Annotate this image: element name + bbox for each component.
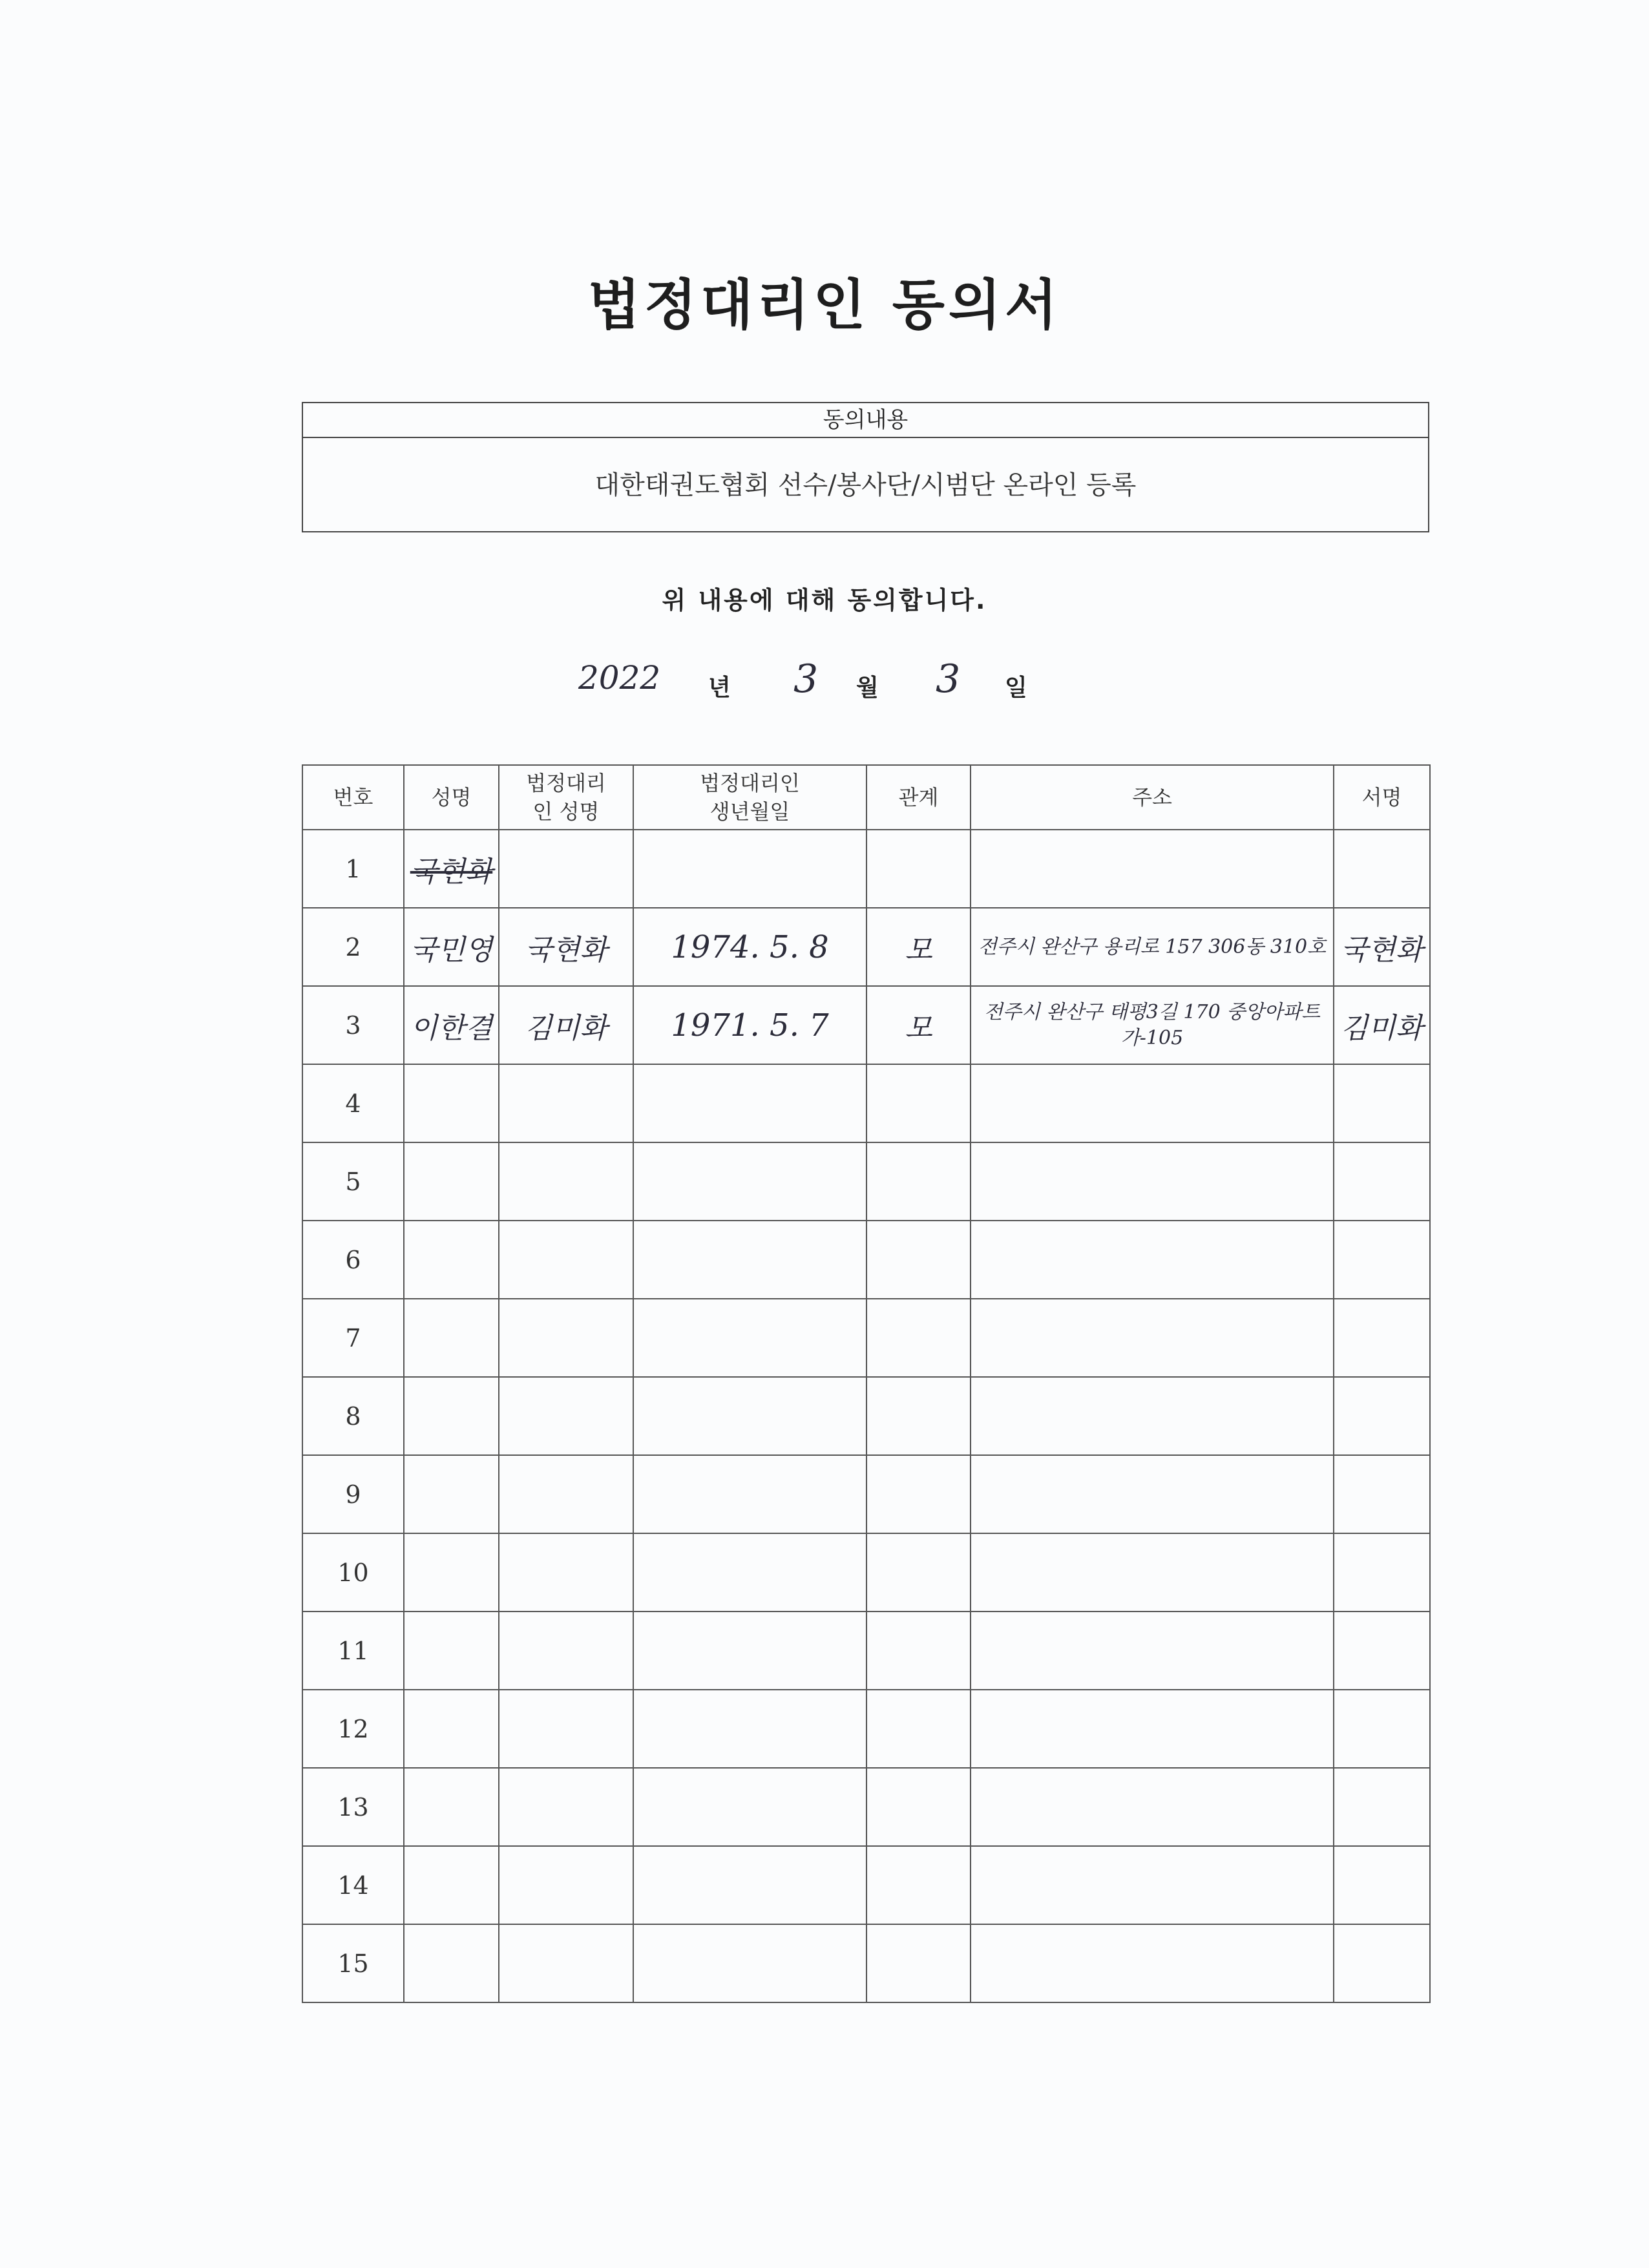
guardian-birthdate-cell — [633, 1768, 867, 1846]
relation-cell — [867, 1924, 971, 2002]
table-body — [302, 830, 1430, 2002]
student-name-cell — [404, 1690, 499, 1768]
signature-handwritten: 김미화 — [1340, 1011, 1423, 1045]
guardian-name-cell — [499, 908, 633, 986]
table-row — [302, 908, 1430, 986]
guardian-name-cell — [499, 1533, 633, 1612]
signature-cell — [1334, 1064, 1430, 1142]
header-address: 주소 — [971, 765, 1334, 830]
date-day-unit: 일 — [1005, 675, 1027, 701]
row-number-cell — [302, 1846, 404, 1924]
relation-handwritten: 모 — [905, 933, 932, 967]
table-row — [302, 1846, 1430, 1924]
date-month-handwritten: 3 — [793, 656, 819, 702]
signature-cell — [1334, 1924, 1430, 2002]
consent-content-box — [302, 402, 1429, 532]
row-number: 15 — [337, 1949, 369, 1978]
row-number-cell — [302, 1455, 404, 1533]
header-guardian-name: 법정대리인 성명 — [499, 765, 633, 830]
guardian-name-cell — [499, 1846, 633, 1924]
row-number-cell — [302, 830, 404, 908]
address-cell — [971, 908, 1334, 986]
row-number: 10 — [337, 1558, 369, 1587]
signature-cell — [1334, 1612, 1430, 1690]
address-cell — [971, 986, 1334, 1064]
address-handwritten: 전주시 완산구 태평3길 170 중앙아파트 가-105 — [983, 1000, 1321, 1049]
signature-cell — [1334, 1455, 1430, 1533]
signature-cell — [1334, 1690, 1430, 1768]
row-number-cell — [302, 1924, 404, 2002]
relation-cell — [867, 1221, 971, 1299]
guardian-name-cell — [499, 830, 633, 908]
table-row — [302, 1924, 1430, 2002]
row-number: 9 — [345, 1480, 361, 1509]
relation-cell — [867, 1299, 971, 1377]
row-number: 13 — [337, 1792, 369, 1822]
row-number-cell — [302, 1377, 404, 1455]
row-number-cell — [302, 1612, 404, 1690]
row-number: 2 — [345, 932, 361, 961]
relation-cell — [867, 1064, 971, 1142]
signature-handwritten: 국현화 — [1340, 933, 1423, 967]
date-month-unit: 월 — [856, 675, 879, 701]
consent-content: 대한태권도협회 선수/봉사단/시범단 온라인 등록 — [594, 470, 1137, 500]
row-number-cell — [302, 1221, 404, 1299]
consent-header: 동의내용 — [303, 403, 1428, 438]
guardian-birthdate-cell — [633, 830, 867, 908]
relation-cell — [867, 1377, 971, 1455]
address-cell — [971, 1221, 1334, 1299]
guardian-name-handwritten: 김미화 — [525, 1011, 607, 1045]
table-row — [302, 1064, 1430, 1142]
guardian-name-handwritten: 국현화 — [525, 933, 607, 967]
guardian-birthdate-cell — [633, 1612, 867, 1690]
row-number-cell — [302, 1690, 404, 1768]
guardian-birthdate-cell — [633, 908, 867, 986]
relation-cell — [867, 1690, 971, 1768]
guardian-birthdate-cell — [633, 1690, 867, 1768]
student-name-cell — [404, 1455, 499, 1533]
header-no: 번호 — [302, 765, 404, 830]
relation-cell — [867, 1533, 971, 1612]
signature-cell — [1334, 908, 1430, 986]
address-handwritten: 전주시 완산구 용리로 157 306동 310호 — [978, 935, 1327, 958]
date-year-handwritten: 2022 — [578, 659, 661, 697]
table-row — [302, 1299, 1430, 1377]
address-cell — [971, 1533, 1334, 1612]
guardian-birthdate-cell — [633, 1221, 867, 1299]
header-relation: 관계 — [867, 765, 971, 830]
signature-cell — [1334, 1768, 1430, 1846]
row-number: 4 — [345, 1089, 361, 1118]
table-row — [302, 1690, 1430, 1768]
table-row — [302, 1612, 1430, 1690]
student-name-cell — [404, 1846, 499, 1924]
row-number: 14 — [337, 1871, 369, 1900]
document-title: 법정대리인 동의서 — [587, 273, 1062, 337]
row-number-cell — [302, 986, 404, 1064]
student-name-cell — [404, 986, 499, 1064]
student-name-cell — [404, 1924, 499, 2002]
row-number-cell — [302, 1533, 404, 1612]
guardian-name-cell — [499, 1142, 633, 1221]
guardian-birthdate-cell — [633, 986, 867, 1064]
guardian-name-cell — [499, 1768, 633, 1846]
address-cell — [971, 1299, 1334, 1377]
row-number: 12 — [337, 1714, 369, 1743]
student-name-cell — [404, 1377, 499, 1455]
relation-cell — [867, 986, 971, 1064]
student-name-cell — [404, 830, 499, 908]
address-cell — [971, 1377, 1334, 1455]
agreement-statement: 위 내용에 대해 동의합니다. — [662, 586, 987, 614]
guardian-birthdate-cell — [633, 1299, 867, 1377]
guardian-name-cell — [499, 1690, 633, 1768]
relation-cell — [867, 1846, 971, 1924]
signature-cell — [1334, 1299, 1430, 1377]
student-name-cell — [404, 1221, 499, 1299]
guardian-name-cell — [499, 1221, 633, 1299]
row-number: 1 — [345, 854, 361, 883]
guardian-name-cell — [499, 1064, 633, 1142]
row-number: 3 — [345, 1011, 361, 1040]
row-number-cell — [302, 908, 404, 986]
guardian-birthdate-cell — [633, 1142, 867, 1221]
address-cell — [971, 1064, 1334, 1142]
student-name-cell — [404, 1299, 499, 1377]
table-row — [302, 986, 1430, 1064]
guardian-name-cell — [499, 1612, 633, 1690]
guardian-birthdate-cell — [633, 1924, 867, 2002]
student-name-cell — [404, 1064, 499, 1142]
table-row — [302, 1221, 1430, 1299]
header-guardian-birth: 법정대리인 생년월일 — [633, 765, 867, 830]
signature-cell — [1334, 986, 1430, 1064]
student-name-cell — [404, 1612, 499, 1690]
guardian-name-cell — [499, 1377, 633, 1455]
row-number: 7 — [345, 1323, 361, 1352]
guardian-name-cell — [499, 986, 633, 1064]
guardian-birthdate-cell — [633, 1064, 867, 1142]
address-cell — [971, 1142, 1334, 1221]
signature-cell — [1334, 1221, 1430, 1299]
address-cell — [971, 1612, 1334, 1690]
relation-cell — [867, 1768, 971, 1846]
signature-cell — [1334, 830, 1430, 908]
student-name-handwritten: 국현화 — [410, 855, 493, 888]
address-cell — [971, 1768, 1334, 1846]
date-day-handwritten: 3 — [936, 656, 961, 702]
row-number-cell — [302, 1142, 404, 1221]
relation-cell — [867, 908, 971, 986]
table-row — [302, 1142, 1430, 1221]
address-cell — [971, 1455, 1334, 1533]
address-cell — [971, 830, 1334, 908]
guardian-birthdate-handwritten: 1974. 5. 8 — [671, 929, 829, 965]
table-row — [302, 1377, 1430, 1455]
address-cell — [971, 1690, 1334, 1768]
date-year-unit: 년 — [708, 675, 731, 701]
student-name-cell — [404, 1768, 499, 1846]
relation-cell — [867, 1612, 971, 1690]
guardian-name-cell — [499, 1455, 633, 1533]
row-number: 6 — [345, 1245, 361, 1274]
guardian-birthdate-cell — [633, 1455, 867, 1533]
address-cell — [971, 1846, 1334, 1924]
row-number: 5 — [345, 1167, 361, 1196]
relation-cell — [867, 1455, 971, 1533]
row-number-cell — [302, 1299, 404, 1377]
signature-cell — [1334, 1142, 1430, 1221]
guardian-name-cell — [499, 1924, 633, 2002]
address-cell — [971, 1924, 1334, 2002]
table-header-row — [302, 765, 1430, 830]
guardian-name-cell — [499, 1299, 633, 1377]
row-number-cell — [302, 1064, 404, 1142]
header-name: 성명 — [404, 765, 499, 830]
student-name-cell — [404, 1142, 499, 1221]
guardian-birthdate-cell — [633, 1846, 867, 1924]
row-number: 11 — [337, 1636, 369, 1665]
signature-cell — [1334, 1533, 1430, 1612]
student-name-cell — [404, 1533, 499, 1612]
signature-cell — [1334, 1377, 1430, 1455]
guardian-birthdate-handwritten: 1971. 5. 7 — [671, 1007, 829, 1044]
header-signature: 서명 — [1334, 765, 1430, 830]
relation-handwritten: 모 — [905, 1011, 932, 1045]
student-name-handwritten: 국민영 — [410, 933, 493, 967]
table-row — [302, 1768, 1430, 1846]
relation-cell — [867, 1142, 971, 1221]
table-row — [302, 830, 1430, 908]
guardian-birthdate-cell — [633, 1377, 867, 1455]
row-number: 8 — [345, 1402, 361, 1431]
row-number-cell — [302, 1768, 404, 1846]
table-row — [302, 1533, 1430, 1612]
relation-cell — [867, 830, 971, 908]
signature-cell — [1334, 1846, 1430, 1924]
guardian-birthdate-cell — [633, 1533, 867, 1612]
student-name-cell — [404, 908, 499, 986]
student-name-handwritten: 이한결 — [410, 1011, 493, 1045]
guardian-table — [302, 764, 1431, 2003]
table-row — [302, 1455, 1430, 1533]
